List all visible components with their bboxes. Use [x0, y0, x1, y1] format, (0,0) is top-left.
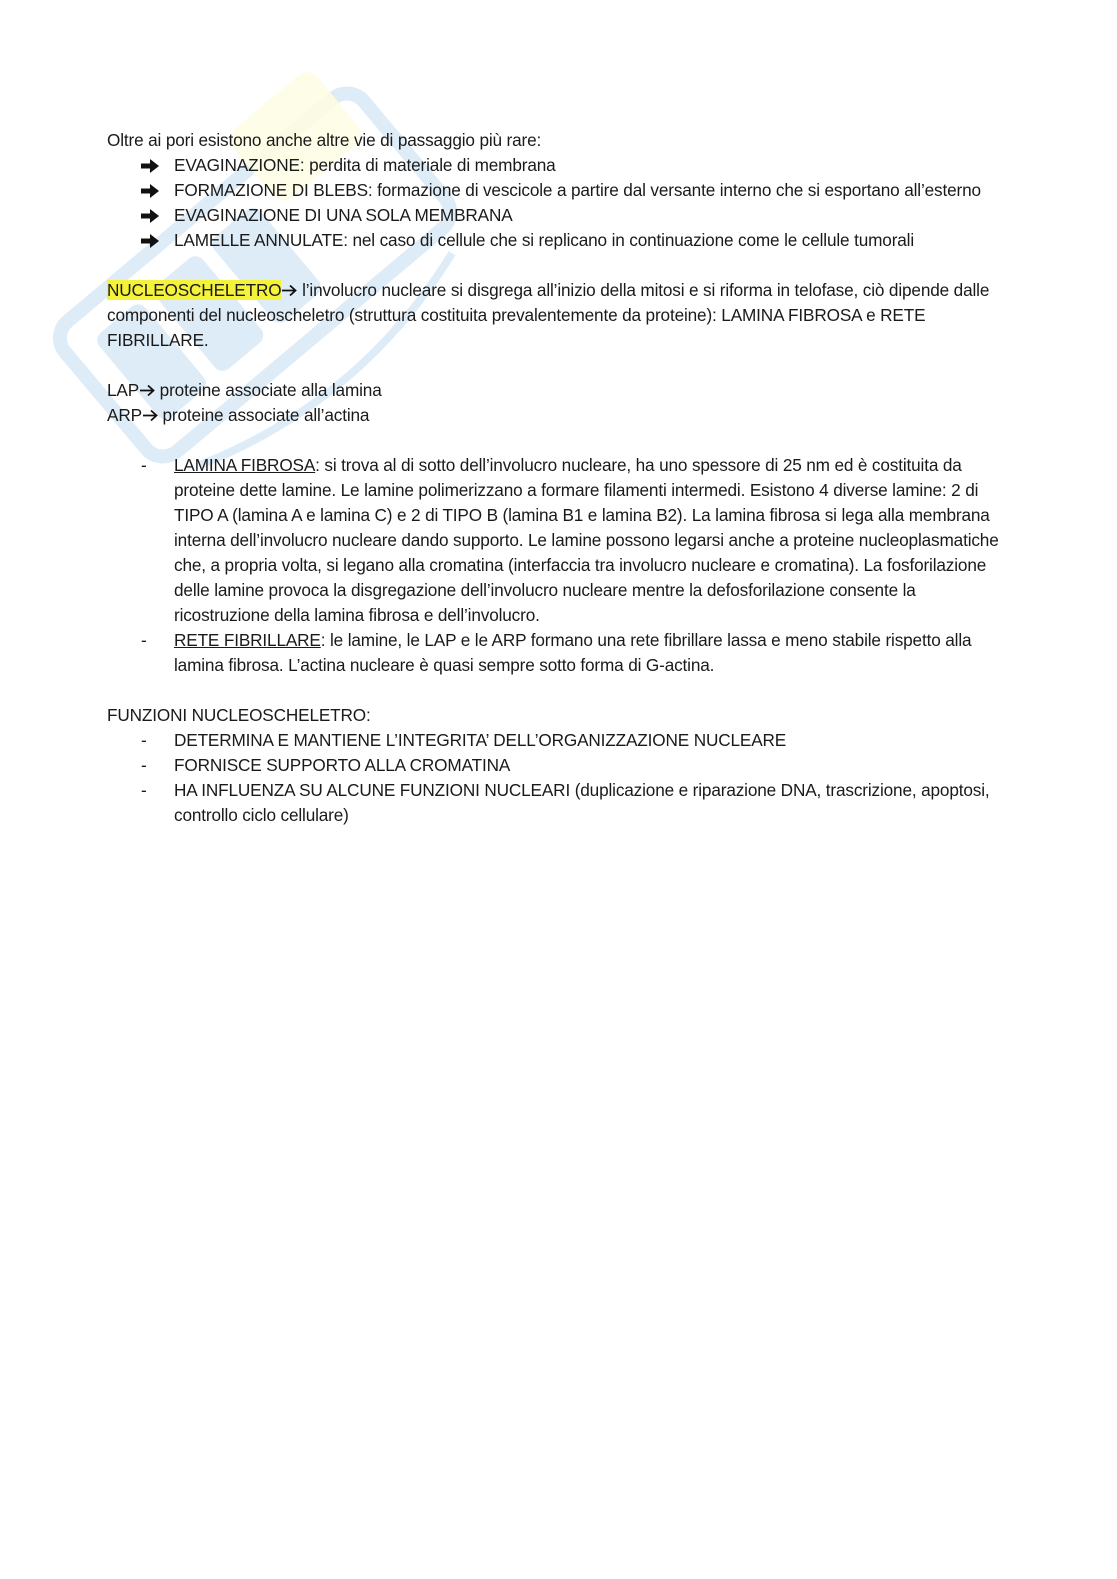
dash-bullet: - — [141, 730, 147, 750]
dash-bullet: - — [141, 755, 147, 775]
list-item — [107, 153, 1012, 178]
components-list — [107, 453, 1012, 678]
right-arrow-icon — [139, 378, 155, 403]
item-text: DETERMINA E MANTIENE L’INTEGRITA’ DELL’ORGANIZZAZIONE NUCLEARE — [174, 730, 787, 750]
dash-bullet: - — [141, 780, 147, 800]
item-text: : nel caso di cellule che si replicano in continuazione come le cellule tumorali — [343, 230, 915, 250]
list-item — [107, 453, 1012, 628]
list-item — [107, 203, 1012, 228]
item-text: : le lamine, le LAP e le ARP formano una rete fibrillare lassa e meno stabile rispetto alla lamina fibrosa. L’actina nucleare è quasi sempre sotto forma di G-actina. — [174, 630, 972, 675]
nucleoscheletro-paragraph — [107, 278, 1012, 353]
dash-bullet: - — [141, 630, 147, 650]
item-text: HA INFLUENZA SU ALCUNE FUNZIONI NUCLEARI (duplicazione e riparazione DNA, trascrizione, apoptosi, controllo ciclo cellulare) — [174, 780, 990, 825]
item-text: : si trova al di sotto dell’involucro nucleare, ha uno spessore di 25 nm ed è costituita da proteine dette lamine. Le lamine polimerizzano a formare filamenti intermedi. Esistono 4 diverse lamine: 2 di TIPO A (lamina A e lamina C) e 2 di TIPO B (lamina B1 e lamina B2). La lamina fibrosa si lega alla membrana interna dell’involucro nucleare dando supporto. Le lamine possono legarsi anche a proteine nucleoplasmatiche che, a propria volta, si legano alla cromatina (interfaccia tra involucro nucleare e cromatina). La fosforilazione delle lamine provoca la disgregazione dell’involucro nucleare mentre la defosforilazione consente la ricostruzione della lamina fibrosa e dell’involucro. — [174, 455, 999, 625]
right-arrow-icon — [281, 278, 297, 303]
abbr-term: ARP — [107, 405, 142, 425]
abbreviation-lap — [107, 378, 1012, 403]
arrow-bullet-icon — [141, 153, 165, 173]
functions-title: FUNZIONI NUCLEOSCHELETRO: — [107, 705, 371, 725]
intro-list — [107, 153, 1012, 253]
list-item — [107, 228, 1012, 253]
paragraph-text: l’involucro nucleare si disgrega all’inizio della mitosi e si riforma in telofase, ciò dipende dalle componenti del nucleoscheletro (struttura costituita prevalentemente da proteine): LAMINA FIBROSA e RETE FIBRILLARE. — [107, 280, 990, 350]
abbr-text: proteine associate alla lamina — [155, 380, 382, 400]
document-body — [107, 128, 1012, 828]
list-item — [107, 728, 1012, 753]
right-arrow-icon — [142, 403, 158, 428]
intro-paragraph: Oltre ai pori esistono anche altre vie di passaggio più rare: — [107, 130, 542, 150]
item-text: FORNISCE SUPPORTO ALLA CROMATINA — [174, 755, 511, 775]
abbr-text: proteine associate all’actina — [157, 405, 370, 425]
item-term: EVAGINAZIONE — [174, 155, 300, 175]
item-term: LAMELLE ANNULATE — [174, 230, 344, 250]
item-text: : formazione di vescicole a partire dal versante interno che si esportano all’esterno — [367, 180, 981, 200]
highlighted-term: NUCLEOSCHELETRO — [107, 280, 282, 300]
dash-bullet: - — [141, 455, 147, 475]
list-item — [107, 778, 1012, 828]
list-item — [107, 178, 1012, 203]
list-item — [107, 753, 1012, 778]
arrow-bullet-icon — [141, 228, 165, 248]
arrow-bullet-icon — [141, 203, 165, 223]
item-term: FORMAZIONE DI BLEBS — [174, 180, 368, 200]
arrow-bullet-icon — [141, 178, 165, 198]
item-text: : perdita di materiale di membrana — [299, 155, 556, 175]
abbr-term: LAP — [107, 380, 140, 400]
abbreviation-arp — [107, 403, 1012, 428]
list-item — [107, 628, 1012, 678]
item-term: LAMINA FIBROSA — [174, 455, 316, 475]
functions-list — [107, 728, 1012, 828]
item-term: EVAGINAZIONE DI UNA SOLA MEMBRANA — [174, 205, 513, 225]
item-term: RETE FIBRILLARE — [174, 630, 321, 650]
